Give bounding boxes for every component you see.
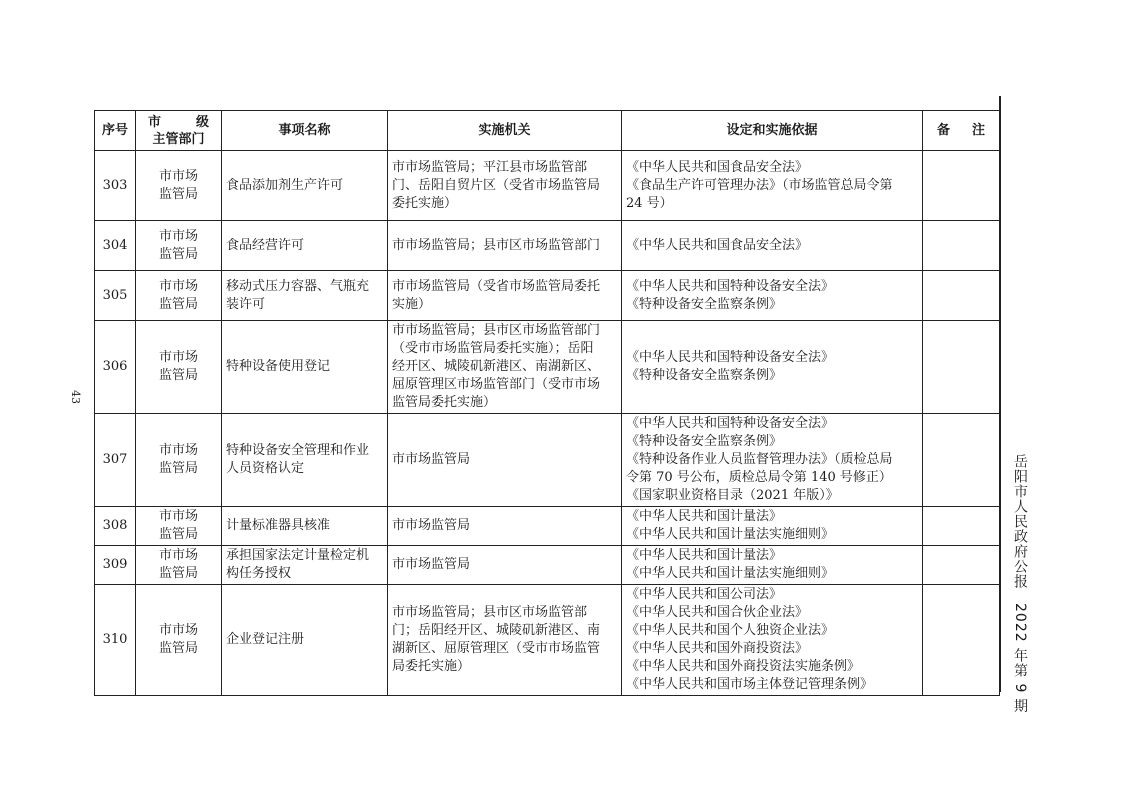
row-org-line: 市市场监管局	[392, 452, 471, 467]
row-dept-line: 监管局	[158, 461, 198, 476]
row-basis-line: 《食品生产许可管理办法》（市场监管总局令第	[626, 177, 893, 193]
row-basis-line: 《中华人民共和国外商投资法实施条例》	[626, 659, 861, 674]
row-item-name	[222, 321, 388, 414]
side-header	[1010, 454, 1030, 728]
header-note-char-b: 注	[971, 122, 985, 138]
row-dept-line: 监管局	[158, 186, 198, 202]
row-item-name-line: 特种设备使用登记	[226, 359, 331, 374]
header-dept-char-a: 市	[148, 114, 162, 130]
row-item-name-line: 构任务授权	[226, 566, 292, 581]
row-item-name-line: 装许可	[226, 296, 266, 312]
approval-items-table	[94, 110, 1000, 696]
row-item-name-line: 计量标准器具核准	[226, 518, 331, 533]
row-basis	[622, 507, 923, 546]
row-org	[388, 585, 622, 696]
row-note	[923, 585, 1000, 696]
row-dept	[136, 271, 222, 321]
row-number: 306	[95, 321, 136, 414]
row-dept-line: 市市场	[158, 350, 198, 365]
row-org-line: 门；岳阳经开区、城陵矶新港区、南	[392, 623, 601, 638]
row-note	[923, 321, 1000, 414]
row-org	[388, 221, 622, 271]
header-dept-char-b: 级	[195, 114, 209, 130]
row-dept-line: 监管局	[158, 368, 198, 383]
row-org-line: 市市场监管局；平江县市场监管部	[392, 159, 588, 175]
header-org: 实施机关	[388, 111, 622, 151]
row-org-line: 市市场监管局；县市区市场监管部	[392, 605, 588, 620]
row-dept-line: 市市场	[158, 509, 198, 524]
row-item-name	[222, 507, 388, 546]
row-basis-line: 《特种设备安全监察条例》	[626, 368, 783, 383]
vertical-rule	[999, 96, 1001, 692]
row-basis-line: 《特种设备安全监察条例》	[626, 434, 783, 449]
row-basis-line: 《中华人民共和国个人独资企业法》	[626, 623, 835, 638]
row-item-name	[222, 546, 388, 585]
row-basis-line: 令第 70 号公布，质检总局令第 140 号修正）	[626, 470, 892, 485]
row-org	[388, 507, 622, 546]
row-number: 309	[95, 546, 136, 585]
table-row	[95, 221, 1000, 271]
row-item-name-line: 食品添加剂生产许可	[226, 177, 344, 193]
table-body	[95, 151, 1000, 696]
table-row	[95, 585, 1000, 696]
row-item-name-line: 移动式压力容器、气瓶充	[226, 278, 370, 294]
side-title: 岳阳市人民政府公报	[1012, 454, 1028, 589]
row-org-line: 市市场监管局；县市区市场监管部门	[392, 237, 601, 253]
row-note	[923, 546, 1000, 585]
row-dept-line: 监管局	[158, 641, 198, 656]
row-basis	[622, 321, 923, 414]
row-basis-line: 《中华人民共和国食品安全法》	[626, 159, 809, 175]
row-item-name-line: 承担国家法定计量检定机	[226, 548, 370, 563]
row-item-name	[222, 585, 388, 696]
row-dept-line: 市市场	[158, 278, 198, 294]
row-org	[388, 151, 622, 221]
header-basis: 设定和实施依据	[622, 111, 923, 151]
row-basis-line: 《中华人民共和国食品安全法》	[626, 237, 809, 253]
row-number: 305	[95, 271, 136, 321]
table-row	[95, 507, 1000, 546]
row-dept-line: 市市场	[158, 623, 198, 638]
row-dept	[136, 546, 222, 585]
row-org-line: 委托实施）	[392, 195, 458, 211]
row-dept-line: 市市场	[158, 548, 198, 563]
row-basis	[622, 414, 923, 507]
row-org	[388, 271, 622, 321]
row-number: 307	[95, 414, 136, 507]
header-note	[923, 111, 1000, 151]
row-dept-line: 市市场	[158, 443, 198, 458]
row-basis-line: 《中华人民共和国特种设备安全法》	[626, 278, 835, 294]
row-basis	[622, 271, 923, 321]
row-dept-line: 市市场	[158, 168, 198, 184]
row-item-name-line: 人员资格认定	[226, 461, 305, 476]
row-basis	[622, 585, 923, 696]
row-number: 304	[95, 221, 136, 271]
row-org-line: （受市市场监管局委托实施）；岳阳	[392, 341, 594, 356]
table-row	[95, 271, 1000, 321]
row-org-line: 湖新区、屈原管理区（受市市场监管	[392, 641, 601, 656]
row-org-line: 市市场监管局	[392, 518, 471, 533]
row-basis-line: 《中华人民共和国特种设备安全法》	[626, 416, 835, 431]
row-org-line: 监管局委托实施）	[392, 395, 497, 410]
row-basis-line: 《国家职业资格目录（2021 年版）》	[626, 488, 839, 503]
table-row	[95, 414, 1000, 507]
row-org-line: 经开区、城陵矶新港区、南湖新区、	[392, 359, 601, 374]
row-basis	[622, 546, 923, 585]
row-basis-line: 《中华人民共和国市场主体登记管理条例》	[626, 677, 874, 692]
row-org-line: 市市场监管局（受省市场监管局委托	[392, 278, 601, 294]
header-note-char-a: 备	[937, 122, 951, 138]
row-basis-line: 《特种设备作业人员监督管理办法》（质检总局	[626, 452, 893, 467]
row-dept-line: 监管局	[158, 246, 198, 262]
row-item-name	[222, 271, 388, 321]
table-row	[95, 151, 1000, 221]
row-item-name-line: 特种设备安全管理和作业	[226, 443, 370, 458]
header-name: 事项名称	[222, 111, 388, 151]
row-org	[388, 321, 622, 414]
row-item-name-line: 企业登记注册	[226, 632, 305, 647]
row-basis	[622, 151, 923, 221]
row-note	[923, 414, 1000, 507]
row-note	[923, 151, 1000, 221]
row-item-name-line: 食品经营许可	[226, 237, 305, 253]
row-number: 310	[95, 585, 136, 696]
row-basis-line: 《中华人民共和国公司法》	[626, 587, 783, 602]
header-dept	[136, 111, 222, 151]
row-item-name	[222, 151, 388, 221]
header-no: 序号	[95, 111, 136, 151]
row-basis-line: 《中华人民共和国计量法》	[626, 509, 783, 524]
row-org-line: 屈原管理区市场监管部门（受市市场	[392, 377, 601, 392]
row-org-line: 局委托实施）	[392, 659, 471, 674]
row-dept-line: 市市场	[158, 228, 198, 244]
table-row	[95, 321, 1000, 414]
row-org	[388, 546, 622, 585]
row-number: 303	[95, 151, 136, 221]
row-number: 308	[95, 507, 136, 546]
row-org-line: 市市场监管局	[392, 557, 471, 572]
row-dept-line: 监管局	[158, 566, 198, 581]
table-header-row	[95, 111, 1000, 151]
row-dept	[136, 507, 222, 546]
row-dept	[136, 321, 222, 414]
table-row	[95, 546, 1000, 585]
row-note	[923, 221, 1000, 271]
row-basis-line: 《中华人民共和国计量法实施细则》	[626, 527, 835, 542]
header-dept-line2: 主管部门	[152, 131, 205, 147]
side-issue: 2022 年第 9 期	[1012, 603, 1028, 714]
row-basis-line: 《中华人民共和国特种设备安全法》	[626, 350, 835, 365]
row-dept	[136, 221, 222, 271]
row-dept	[136, 414, 222, 507]
row-item-name	[222, 221, 388, 271]
row-dept	[136, 585, 222, 696]
row-org-line: 市市场监管局；县市区市场监管部门	[392, 323, 601, 338]
row-org-line: 实施）	[392, 296, 432, 312]
row-dept-line: 监管局	[158, 527, 198, 542]
row-basis	[622, 221, 923, 271]
row-dept-line: 监管局	[158, 296, 198, 312]
row-basis-line: 《特种设备安全监察条例》	[626, 296, 783, 312]
row-basis-line: 《中华人民共和国合伙企业法》	[626, 605, 809, 620]
row-basis-line: 《中华人民共和国计量法实施细则》	[626, 566, 835, 581]
row-org-line: 门、岳阳自贸片区（受省市场监管局	[392, 177, 601, 193]
row-org	[388, 414, 622, 507]
row-basis-line: 《中华人民共和国外商投资法》	[626, 641, 809, 656]
row-note	[923, 271, 1000, 321]
row-basis-line: 24 号）	[626, 195, 673, 211]
row-dept	[136, 151, 222, 221]
row-basis-line: 《中华人民共和国计量法》	[626, 548, 783, 563]
row-item-name	[222, 414, 388, 507]
row-note	[923, 507, 1000, 546]
page-number: 43	[69, 390, 82, 404]
